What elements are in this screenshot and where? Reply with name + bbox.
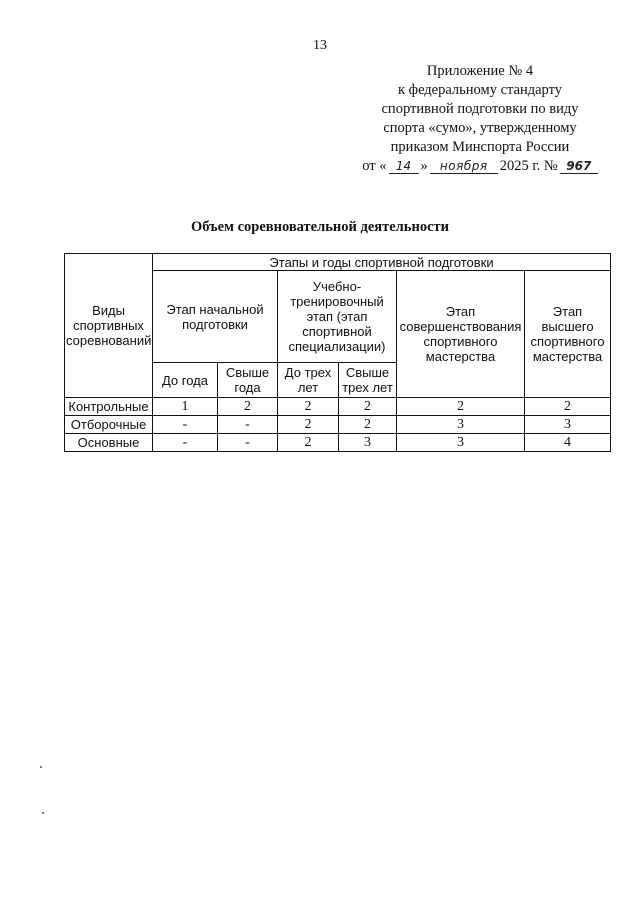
table-cell: 2 [278, 416, 339, 434]
appendix-date-line [360, 157, 600, 176]
appendix-line-2: к федеральному стандарту [398, 82, 562, 98]
scan-artifact-dot [42, 812, 44, 814]
table-row [65, 416, 611, 434]
table-cell: 2 [525, 398, 611, 416]
subheader-up-to-three-years: До трех лет [278, 363, 339, 398]
date-quote-close: » [420, 158, 428, 174]
table-cell: 2 [339, 416, 397, 434]
handwritten-month: ноября [430, 159, 498, 174]
header-highest-stage: Этап высшего спортивного мастерства [525, 271, 611, 398]
appendix-block [360, 62, 600, 176]
date-year: 2025 г. № [499, 158, 558, 174]
handwritten-order-number: 967 [560, 159, 598, 174]
table-cell: - [218, 416, 278, 434]
table-cell: 3 [339, 434, 397, 452]
header-training-stage: Учебно-тренировочный этап (этап спортивной специализации) [278, 271, 397, 363]
header-improvement-stage: Этап совершенствования спортивного мастерства [397, 271, 525, 398]
table-cell: 3 [397, 416, 525, 434]
row-label: Основные [65, 434, 153, 452]
appendix-line-5: приказом Минспорта России [390, 139, 570, 155]
appendix-title: Приложение № 4 [426, 63, 534, 79]
table-cell: 2 [278, 398, 339, 416]
table-cell: - [153, 416, 218, 434]
header-initial-stage: Этап начальной подготовки [153, 271, 278, 363]
table-cell: - [153, 434, 218, 452]
document-title: Объем соревновательной деятельности [191, 219, 449, 235]
appendix-line-4: спорта «сумо», утвержденному [383, 120, 577, 136]
table-row [65, 434, 611, 452]
table-header-row-1 [65, 254, 611, 271]
table-cell: 3 [525, 416, 611, 434]
subheader-over-year: Свыше года [218, 363, 278, 398]
table-cell: 2 [339, 398, 397, 416]
row-label: Контрольные [65, 398, 153, 416]
page-number: 13 [313, 38, 327, 53]
table-row [65, 398, 611, 416]
header-stages-and-years: Этапы и годы спортивной подготовки [153, 254, 611, 271]
table-cell: 3 [397, 434, 525, 452]
competition-volume-table [64, 253, 611, 452]
subheader-over-three-years: Свыше трех лет [339, 363, 397, 398]
appendix-line-3: спортивной подготовки по виду [381, 101, 579, 117]
handwritten-day: 14 [389, 159, 419, 174]
subheader-up-to-year: До года [153, 363, 218, 398]
scan-artifact-dot [40, 766, 42, 768]
table-cell: - [218, 434, 278, 452]
table-cell: 2 [397, 398, 525, 416]
table-cell: 2 [218, 398, 278, 416]
table-cell: 4 [525, 434, 611, 452]
table-cell: 1 [153, 398, 218, 416]
row-label: Отборочные [65, 416, 153, 434]
date-prefix: от « [362, 158, 387, 174]
header-competition-types: Виды спортивных соревнований [65, 254, 153, 398]
table-cell: 2 [278, 434, 339, 452]
